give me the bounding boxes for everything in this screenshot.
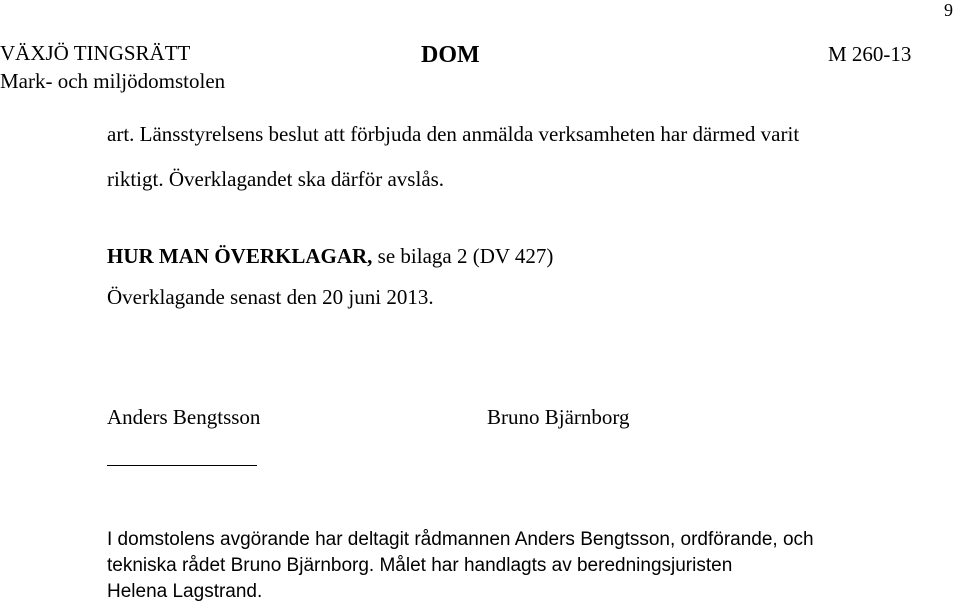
judge-name: Bruno Bjärnborg [487, 405, 630, 429]
appeal-heading: HUR MAN ÖVERKLAGAR, [107, 244, 373, 268]
paragraph-line: riktigt. Överklagandet ska därför avslås. [107, 167, 445, 191]
page-number: 9 [944, 0, 953, 20]
footer-line: I domstolens avgörande har deltagit rådmannen Anders Bengtsson, ordförande, och [107, 529, 814, 550]
court-division: Mark- och miljödomstolen [0, 69, 226, 93]
appeal-instructions [107, 244, 553, 269]
footer-line: tekniska rådet Bruno Bjärnborg. Målet har handlagts av beredningsjuristen [107, 555, 733, 576]
paragraph-line: art. Länsstyrelsens beslut att förbjuda den anmälda verksamheten har därmed varit [107, 122, 800, 146]
appeal-deadline: Överklagande senast den 20 juni 2013. [107, 285, 434, 309]
signature-line [107, 465, 257, 466]
document-type: DOM [421, 42, 480, 68]
case-number: M 260-13 [828, 42, 912, 66]
judge-name: Anders Bengtsson [107, 405, 261, 429]
court-name: VÄXJÖ TINGSRÄTT [0, 41, 191, 65]
footer-line: Helena Lagstrand. [107, 581, 263, 602]
appeal-reference: se bilaga 2 (DV 427) [372, 244, 554, 268]
